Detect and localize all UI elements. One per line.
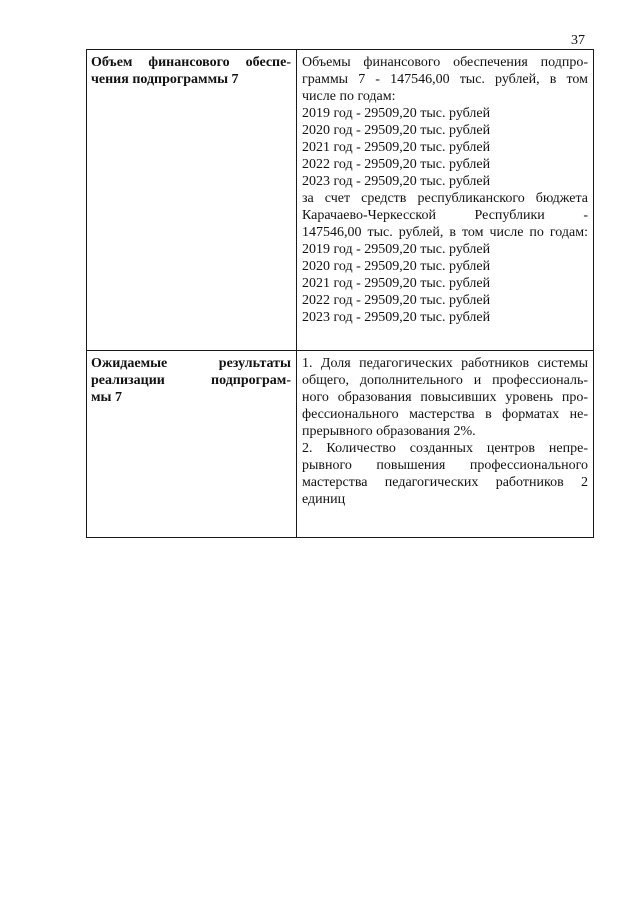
results-label-cell <box>87 351 297 538</box>
financing-label-line-1: Объем финансового обеспе- <box>91 55 291 70</box>
financing-value-line-14: 2021 год - 29509,20 тыс. рублей <box>302 276 491 291</box>
financing-value-line-12: 2019 год - 29509,20 тыс. рублей <box>302 242 491 257</box>
results-value-line-4: фессионального мастерства в форматах не- <box>302 407 588 422</box>
financing-value-cell <box>297 50 594 351</box>
financing-value-line-5: 2020 год - 29509,20 тыс. рублей <box>302 123 491 138</box>
results-value-line-8: мастерства педагогических работников 2 <box>302 475 588 490</box>
financing-value-line-9: за счет средств республиканского бюджета <box>302 191 588 206</box>
results-value-line-5: прерывного образования 2%. <box>302 424 476 439</box>
financing-value-line-1: Объемы финансового обеспечения подпро- <box>302 55 588 70</box>
results-label-line-2: реализации подпрограм- <box>91 373 291 388</box>
table-row-expected-results <box>87 351 594 538</box>
financing-value-line-6: 2021 год - 29509,20 тыс. рублей <box>302 140 491 155</box>
financing-value-line-15: 2022 год - 29509,20 тыс. рублей <box>302 293 491 308</box>
results-value-line-3: ного образования повысивших уровень про- <box>302 390 588 405</box>
financing-value-line-4: 2019 год - 29509,20 тыс. рублей <box>302 106 491 121</box>
results-value-cell <box>297 351 594 538</box>
financing-value-line-11: 147546,00 тыс. рублей, в том числе по годам: <box>302 225 588 240</box>
results-value-line-6: 2. Количество созданных центров непре- <box>302 441 588 456</box>
results-label-line-3: мы 7 <box>91 390 122 405</box>
results-value-line-2: общего, дополнительного и профессиональ- <box>302 373 588 388</box>
financing-value-line-16: 2023 год - 29509,20 тыс. рублей <box>302 310 491 325</box>
table-row-financing <box>87 50 594 351</box>
results-value-line-1: 1. Доля педагогических работников системы <box>302 356 588 371</box>
results-value-line-9: единиц <box>302 492 346 507</box>
page-number: 37 <box>571 33 585 48</box>
financing-label-cell <box>87 50 297 351</box>
financing-value-line-3: числе по годам: <box>302 89 396 104</box>
financing-value-line-7: 2022 год - 29509,20 тыс. рублей <box>302 157 491 172</box>
financing-value-line-8: 2023 год - 29509,20 тыс. рублей <box>302 174 491 189</box>
financing-label-line-2: чения подпрограммы 7 <box>91 72 239 87</box>
subprogram-passport-table <box>86 49 594 538</box>
financing-value-line-10: Карачаево-Черкесской Республики - <box>302 208 588 223</box>
results-label-line-1: Ожидаемые результаты <box>91 356 291 371</box>
financing-value-line-2: граммы 7 - 147546,00 тыс. рублей, в том <box>302 72 588 87</box>
results-value-line-7: рывного повышения профессионального <box>302 458 588 473</box>
financing-value-line-13: 2020 год - 29509,20 тыс. рублей <box>302 259 491 274</box>
